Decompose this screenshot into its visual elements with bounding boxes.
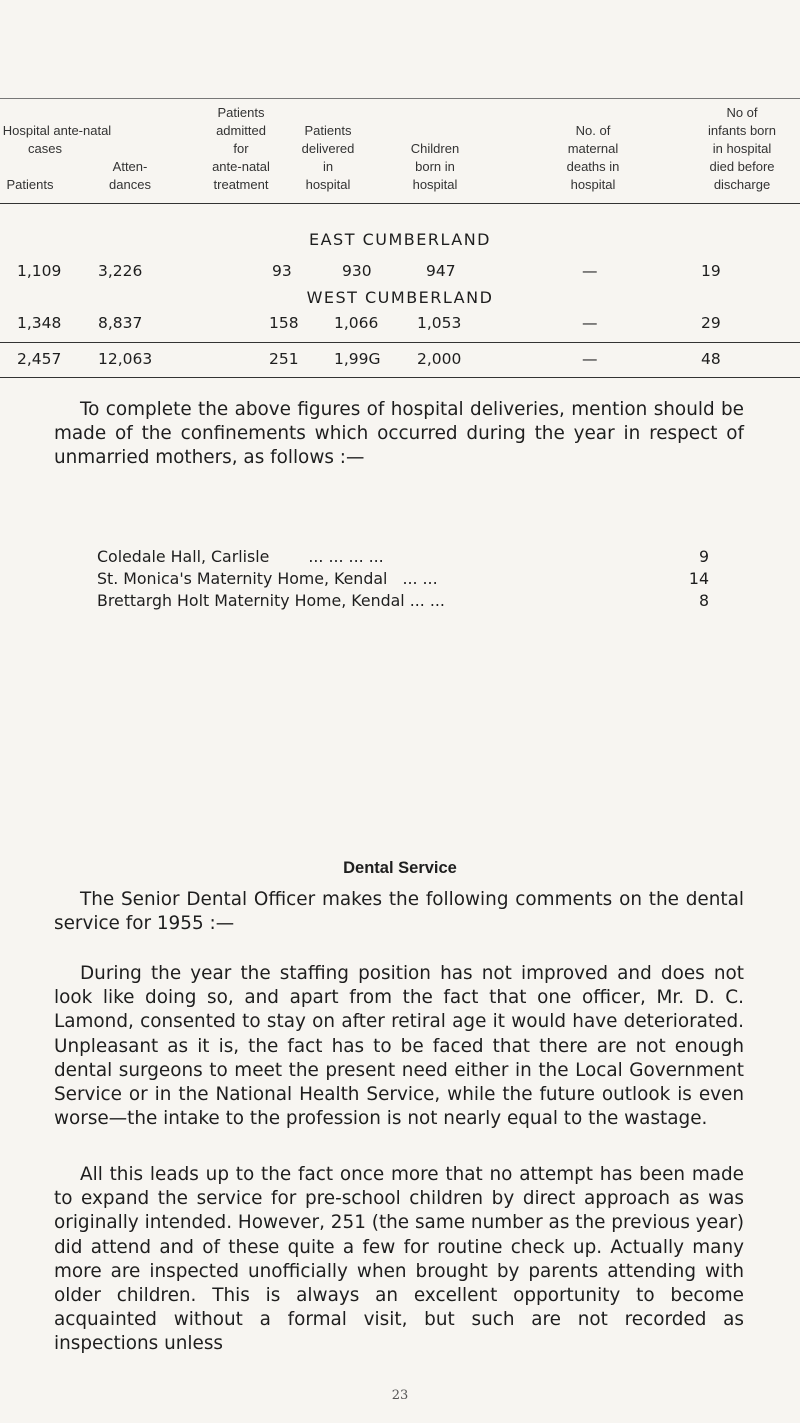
section-east-cumberland: EAST CUMBERLAND <box>309 230 491 249</box>
cell-maternal-deaths: — <box>582 314 598 332</box>
hospital-statistics-table <box>0 0 800 400</box>
home-name: St. Monica's Maternity Home, Kendal <box>97 569 388 588</box>
header-infants-line2: infants born <box>708 123 776 138</box>
header-admitted-line5: treatment <box>213 177 269 192</box>
cell-admitted: 93 <box>272 262 292 280</box>
header-patients: Patients <box>6 177 54 192</box>
header-admitted-line3: for <box>233 141 249 156</box>
table-bottom-rule <box>0 377 800 378</box>
cell-maternal-deaths: — <box>582 350 598 368</box>
cell-children: 1,053 <box>417 314 462 332</box>
staffing-text: During the year the staffing position has not improved and does not look like doing so, and apart from the fact that one officer, Mr. D. C. Lamond, consented to stay on after retiral age it would have deteriorated. Unpleasant as it is, the fact has to be faced that there are not enough dental surgeons to meet the present need either in the Local Government Service or in the National Health Service, while the future outlook is even worse—the intake to the profession is not nearly equal to the wastage. <box>54 963 744 1130</box>
header-infants-line5: discharge <box>713 177 771 192</box>
header-bottom-rule <box>0 203 800 204</box>
header-children-line3: hospital <box>412 177 458 192</box>
cell-infants-died: 19 <box>701 262 721 280</box>
header-children-line2: born in <box>415 159 455 174</box>
header-maternal-line1: No. of <box>575 123 611 138</box>
header-delivered-line4: hospital <box>305 177 351 192</box>
header-maternal-line2: maternal <box>567 141 619 156</box>
cell-patients: 1,109 <box>17 262 62 280</box>
header-admitted-line2: admitted <box>216 123 266 138</box>
list-item <box>97 546 709 568</box>
cell-children: 2,000 <box>417 350 462 368</box>
header-infants-line4: died before <box>709 159 775 174</box>
header-children <box>380 140 490 194</box>
preschool-paragraph <box>54 1163 744 1357</box>
leader-dots: ... ... <box>402 569 438 588</box>
cell-infants-died: 29 <box>701 314 721 332</box>
header-attendances-line2: dances <box>109 177 151 192</box>
leader-dots: ... ... ... ... <box>308 547 384 566</box>
header-infants-line1: No of <box>726 105 758 120</box>
home-name: Brettargh Holt Maternity Home, Kendal <box>97 591 405 610</box>
header-infants-line3: in hospital <box>712 141 772 156</box>
cell-infants-died: 48 <box>701 350 721 368</box>
intro-paragraph <box>54 398 744 471</box>
cell-delivered: 930 <box>342 262 372 280</box>
home-count: 14 <box>688 569 709 588</box>
preschool-text: All this leads up to the fact once more that no attempt has been made to expand the service for pre-school children by direct approach as was originally intended. However, 251 (the same number as the previous year) did attend and of these quite a few for routine check up. Actually many more are inspected unofficially when brought by parents attending with older children. This is always an excellent opportunity to become acquainted without a formal visit, but such are not recorded as inspections unless <box>54 1164 744 1355</box>
header-admitted-line1: Patients <box>217 105 265 120</box>
page-number: 23 <box>391 1388 409 1403</box>
header-admitted-line4: ante-natal <box>212 159 270 174</box>
header-delivered-line2: delivered <box>301 141 355 156</box>
maternity-homes-list <box>97 546 709 612</box>
header-maternal-deaths <box>540 122 646 194</box>
intro-text: To complete the above figures of hospital deliveries, mention should be made of the confinements which occurred during the year in respect of unmarried mothers, as follows :— <box>54 399 744 469</box>
header-attendances <box>100 158 160 194</box>
home-count: 8 <box>698 591 709 610</box>
header-cases: cases <box>28 141 62 156</box>
totals-top-rule <box>0 342 800 343</box>
table-top-rule <box>0 98 800 99</box>
leader-dots: ... ... <box>409 591 445 610</box>
header-delivered-line1: Patients <box>304 123 352 138</box>
header-children-line1: Children <box>410 141 460 156</box>
header-admitted <box>196 104 286 194</box>
header-maternal-line4: hospital <box>570 177 616 192</box>
cell-attendances: 3,226 <box>98 262 143 280</box>
dental-intro-text: The Senior Dental Officer makes the following comments on the dental service for 1955 :— <box>54 889 744 935</box>
cell-children: 947 <box>426 262 456 280</box>
cell-maternal-deaths: — <box>582 262 598 280</box>
dental-intro-paragraph <box>54 888 744 936</box>
staffing-paragraph <box>54 962 744 1131</box>
dental-service-heading: Dental Service <box>343 859 457 877</box>
cell-admitted: 158 <box>269 314 299 332</box>
cell-attendances: 8,837 <box>98 314 143 332</box>
cell-patients: 1,348 <box>17 314 62 332</box>
header-infants-died <box>684 104 800 194</box>
section-west-cumberland: WEST CUMBERLAND <box>306 288 494 307</box>
cell-patients: 2,457 <box>17 350 62 368</box>
cell-attendances: 12,063 <box>98 350 153 368</box>
header-hospital-antenatal: Hospital ante-natal <box>2 123 112 138</box>
cell-delivered: 1,99G <box>334 350 381 368</box>
header-maternal-line3: deaths in <box>566 159 620 174</box>
list-item <box>97 590 709 612</box>
cell-delivered: 1,066 <box>334 314 379 332</box>
home-count: 9 <box>698 547 709 566</box>
header-delivered <box>286 122 370 194</box>
header-attendances-line1: Atten- <box>112 159 148 174</box>
list-item <box>97 568 709 590</box>
cell-admitted: 251 <box>269 350 299 368</box>
header-delivered-line3: in <box>322 159 334 174</box>
home-name: Coledale Hall, Carlisle <box>97 547 270 566</box>
